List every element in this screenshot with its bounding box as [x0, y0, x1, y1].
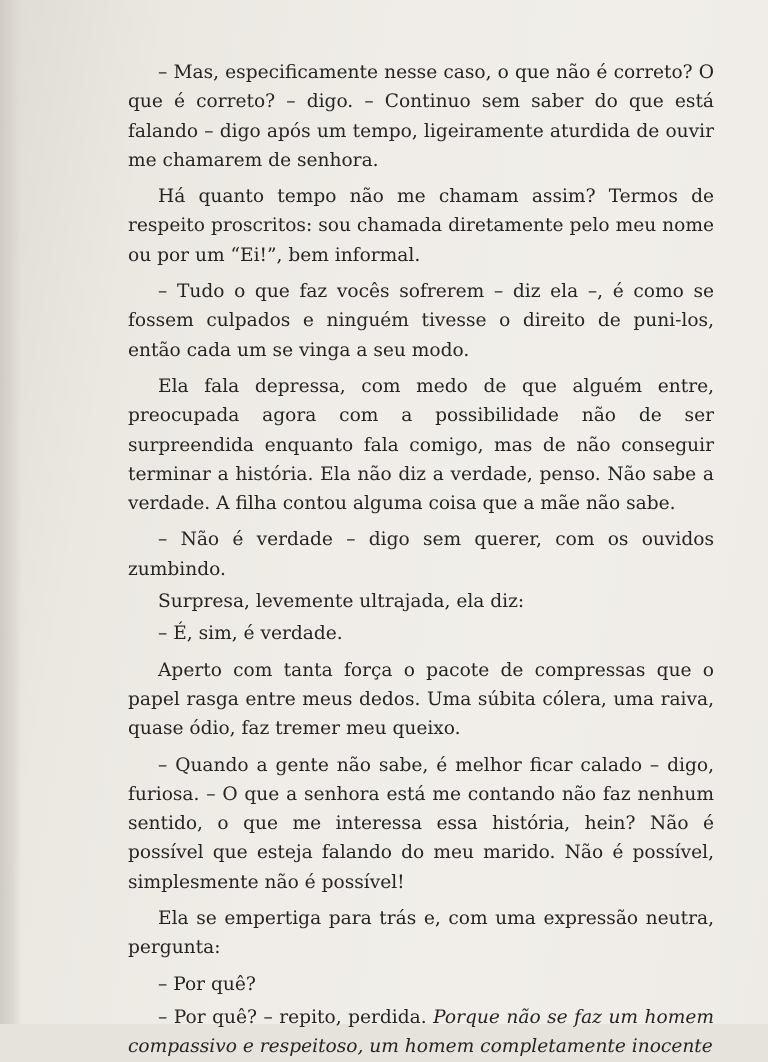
paragraph-italic-text: Porque não se faz um homem compassivo e respeitoso, um homem completamente inocente [128, 1006, 714, 1058]
paragraph: – Tudo o que faz vocês sofrerem – diz ela –, é como se fossem culpados e ninguém tivesse o direito de puni-los, então cada um se vinga a seu modo. [128, 281, 714, 361]
paragraph: Ela fala depressa, com medo de que alguém entre, preocupada agora com a possibilidade não de ser surpreendida enquanto fala comigo, mas de não conseguir terminar a história. Ela não diz a verdade, penso. Não sabe a verdade. A filha contou alguma coisa que a mãe não sabe. [128, 375, 714, 515]
paragraph: Ela se empertiga para trás e, com uma expressão neutra, pergunta: [128, 908, 714, 959]
paragraph: – Não é verdade – digo sem querer, com os ouvidos zumbindo. [128, 529, 714, 580]
paragraph [128, 1003, 714, 1062]
paragraph: – Quando a gente não sabe, é melhor ficar calado – digo, furiosa. – O que a senhora está me contando não faz nenhum sentido, o que me interessa essa história, hein? Não é possível que esteja falando do meu marido. Não é possível, simplesmente não é possível! [128, 754, 714, 893]
paragraph: – Por quê? [158, 973, 256, 995]
paragraph: – É, sim, é verdade. [158, 623, 343, 645]
paragraph: – Mas, especificamente nesse caso, o que não é correto? O que é correto? – digo. – Continuo sem saber do que está falando – digo após um tempo, ligeiramente aturdida de ouvir me chamarem de senhora. [128, 62, 714, 171]
paragraph: Há quanto tempo não me chamam assim? Termos de respeito proscritos: sou chamada diretamente pelo meu nome ou por um “Ei!”, bem informal. [128, 186, 714, 266]
paragraph: Surpresa, levemente ultrajada, ela diz: [158, 591, 525, 613]
paragraph-roman-text: – Por quê? – repito, perdida. [158, 1006, 434, 1028]
page-gutter-shadow [0, 0, 22, 1024]
paragraph: Aperto com tanta força o pacote de compressas que o papel rasga entre meus dedos. Uma súbita cólera, uma raiva, quase ódio, faz tremer meu queixo. [128, 659, 714, 740]
page-body-text [128, 58, 714, 1062]
